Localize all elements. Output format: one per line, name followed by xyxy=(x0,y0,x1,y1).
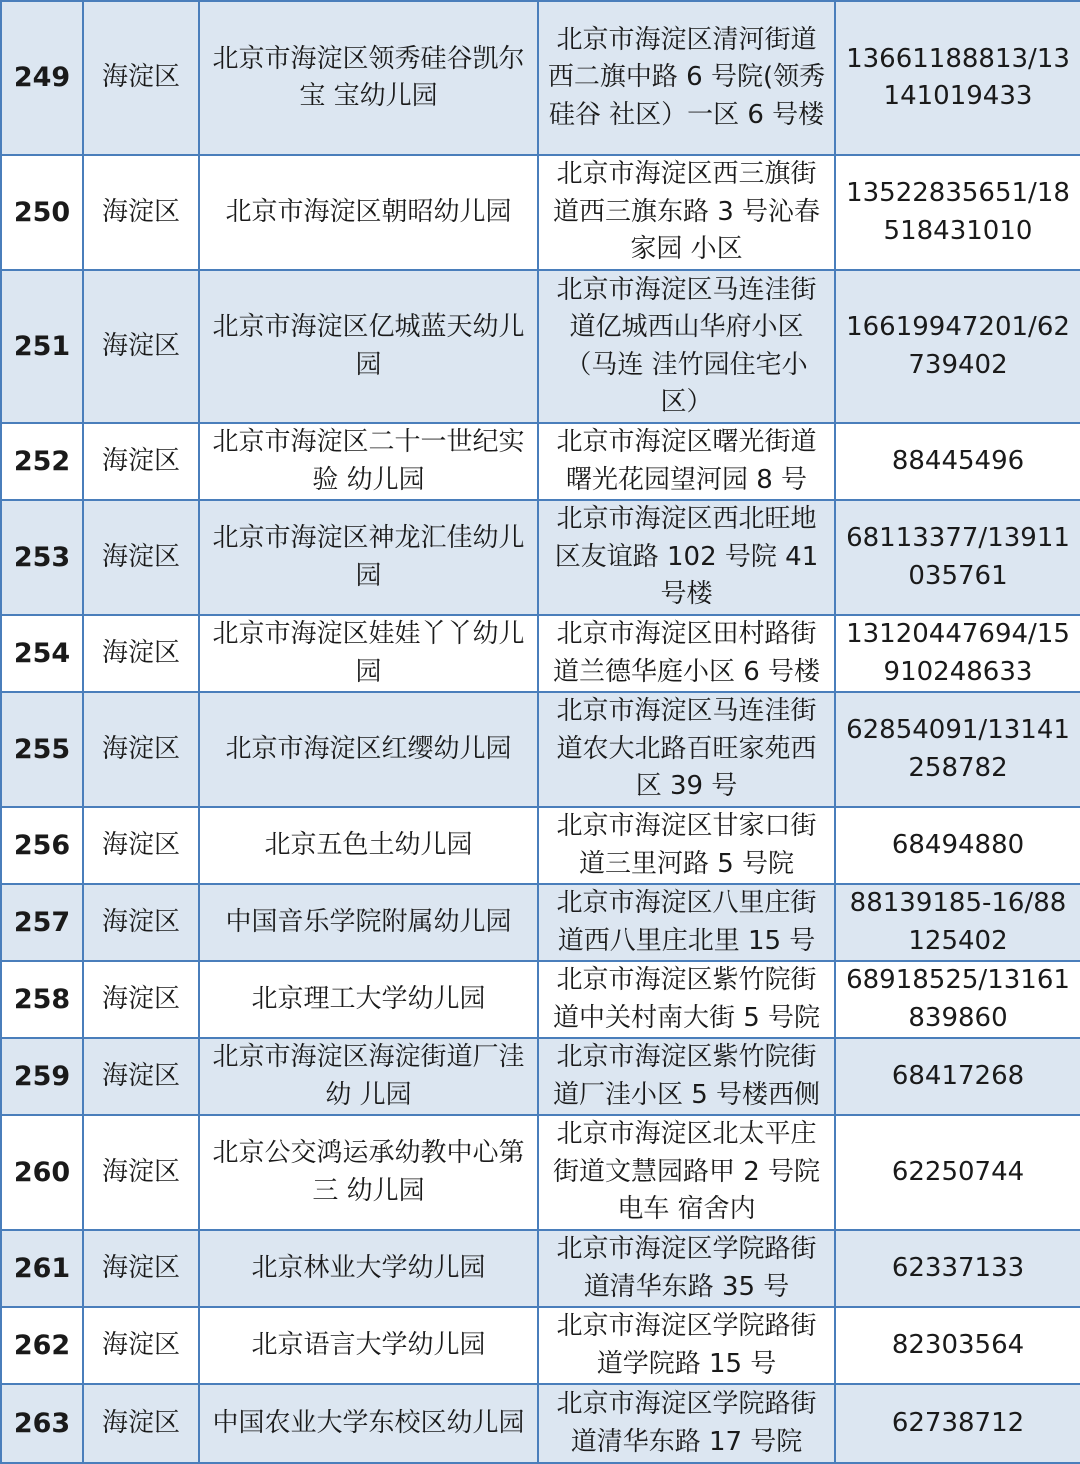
table-row xyxy=(1,692,1080,807)
row-number: 255 xyxy=(1,692,83,807)
address-cell: 北京市海淀区马连洼街道农大北路百旺家苑西区 39 号 xyxy=(538,692,835,807)
kindergarten-name-cell: 北京市海淀区二十一世纪实验 幼儿园 xyxy=(199,423,538,500)
district-cell: 海淀区 xyxy=(83,692,199,807)
address-cell: 北京市海淀区田村路街道兰德华庭小区 6 号楼 xyxy=(538,615,835,692)
phone-cell: 13522835651/18518431010 xyxy=(835,155,1080,270)
address-cell: 北京市海淀区曙光街道曙光花园望河园 8 号 xyxy=(538,423,835,500)
row-number: 263 xyxy=(1,1384,83,1463)
address-cell: 北京市海淀区紫竹院街道厂洼小区 5 号楼西侧 xyxy=(538,1038,835,1115)
district-cell: 海淀区 xyxy=(83,961,199,1038)
district-cell: 海淀区 xyxy=(83,1038,199,1115)
address-cell: 北京市海淀区学院路街道清华东路 35 号 xyxy=(538,1230,835,1307)
table-row xyxy=(1,615,1080,692)
kindergarten-name-cell: 北京市海淀区海淀街道厂洼幼 儿园 xyxy=(199,1038,538,1115)
row-number: 251 xyxy=(1,270,83,423)
row-number: 259 xyxy=(1,1038,83,1115)
row-number: 260 xyxy=(1,1115,83,1230)
phone-cell: 68417268 xyxy=(835,1038,1080,1115)
district-cell: 海淀区 xyxy=(83,1307,199,1384)
table-row xyxy=(1,270,1080,423)
district-cell: 海淀区 xyxy=(83,1115,199,1230)
kindergarten-name-cell: 北京林业大学幼儿园 xyxy=(199,1230,538,1307)
phone-cell: 16619947201/62739402 xyxy=(835,270,1080,423)
phone-cell: 82303564 xyxy=(835,1307,1080,1384)
address-cell: 北京市海淀区西三旗街道西三旗东路 3 号沁春家园 小区 xyxy=(538,155,835,270)
phone-cell: 62250744 xyxy=(835,1115,1080,1230)
district-cell: 海淀区 xyxy=(83,1230,199,1307)
row-number: 250 xyxy=(1,155,83,270)
table-row xyxy=(1,1384,1080,1463)
table-row xyxy=(1,961,1080,1038)
row-number: 262 xyxy=(1,1307,83,1384)
phone-cell: 88139185-16/88125402 xyxy=(835,884,1080,961)
district-cell: 海淀区 xyxy=(83,884,199,961)
phone-cell: 62337133 xyxy=(835,1230,1080,1307)
address-cell: 北京市海淀区甘家口街道三里河路 5 号院 xyxy=(538,807,835,884)
address-cell: 北京市海淀区学院路街道学院路 15 号 xyxy=(538,1307,835,1384)
district-cell: 海淀区 xyxy=(83,423,199,500)
kindergarten-name-cell: 北京理工大学幼儿园 xyxy=(199,961,538,1038)
district-cell: 海淀区 xyxy=(83,155,199,270)
phone-cell: 13661188813/13141019433 xyxy=(835,1,1080,155)
kindergarten-name-cell: 中国音乐学院附属幼儿园 xyxy=(199,884,538,961)
phone-cell: 68918525/13161839860 xyxy=(835,961,1080,1038)
table-row xyxy=(1,155,1080,270)
phone-cell: 13120447694/15910248633 xyxy=(835,615,1080,692)
table-row xyxy=(1,807,1080,884)
row-number: 252 xyxy=(1,423,83,500)
kindergarten-name-cell: 北京市海淀区娃娃丫丫幼儿园 xyxy=(199,615,538,692)
kindergarten-name-cell: 北京语言大学幼儿园 xyxy=(199,1307,538,1384)
district-cell: 海淀区 xyxy=(83,500,199,615)
table-row xyxy=(1,1,1080,155)
district-cell: 海淀区 xyxy=(83,615,199,692)
row-number: 253 xyxy=(1,500,83,615)
row-number: 261 xyxy=(1,1230,83,1307)
address-cell: 北京市海淀区北太平庄街道文慧园路甲 2 号院电车 宿舍内 xyxy=(538,1115,835,1230)
table-row xyxy=(1,1230,1080,1307)
row-number: 256 xyxy=(1,807,83,884)
kindergarten-name-cell: 北京五色土幼儿园 xyxy=(199,807,538,884)
table-row xyxy=(1,423,1080,500)
row-number: 249 xyxy=(1,1,83,155)
row-number: 254 xyxy=(1,615,83,692)
table-row xyxy=(1,884,1080,961)
address-cell: 北京市海淀区紫竹院街道中关村南大街 5 号院 xyxy=(538,961,835,1038)
table-row xyxy=(1,1038,1080,1115)
phone-cell: 88445496 xyxy=(835,423,1080,500)
phone-cell: 68113377/13911035761 xyxy=(835,500,1080,615)
district-cell: 海淀区 xyxy=(83,1384,199,1463)
address-cell: 北京市海淀区八里庄街道西八里庄北里 15 号 xyxy=(538,884,835,961)
address-cell: 北京市海淀区马连洼街道亿城西山华府小区（马连 洼竹园住宅小区） xyxy=(538,270,835,423)
address-cell: 北京市海淀区西北旺地区友谊路 102 号院 41 号楼 xyxy=(538,500,835,615)
kindergarten-name-cell: 北京市海淀区亿城蓝天幼儿园 xyxy=(199,270,538,423)
table-body xyxy=(1,1,1080,1463)
district-cell: 海淀区 xyxy=(83,270,199,423)
phone-cell: 68494880 xyxy=(835,807,1080,884)
address-cell: 北京市海淀区清河街道西二旗中路 6 号院(领秀硅谷 社区）一区 6 号楼 xyxy=(538,1,835,155)
phone-cell: 62854091/13141258782 xyxy=(835,692,1080,807)
phone-cell: 62738712 xyxy=(835,1384,1080,1463)
row-number: 257 xyxy=(1,884,83,961)
kindergarten-name-cell: 北京公交鸿运承幼教中心第三 幼儿园 xyxy=(199,1115,538,1230)
kindergarten-name-cell: 中国农业大学东校区幼儿园 xyxy=(199,1384,538,1463)
table-row xyxy=(1,500,1080,615)
kindergarten-name-cell: 北京市海淀区红缨幼儿园 xyxy=(199,692,538,807)
kindergarten-name-cell: 北京市海淀区神龙汇佳幼儿园 xyxy=(199,500,538,615)
table-row xyxy=(1,1115,1080,1230)
table-row xyxy=(1,1307,1080,1384)
address-cell: 北京市海淀区学院路街道清华东路 17 号院 xyxy=(538,1384,835,1463)
kindergarten-name-cell: 北京市海淀区领秀硅谷凯尔宝 宝幼儿园 xyxy=(199,1,538,155)
kindergarten-name-cell: 北京市海淀区朝昭幼儿园 xyxy=(199,155,538,270)
row-number: 258 xyxy=(1,961,83,1038)
district-cell: 海淀区 xyxy=(83,807,199,884)
district-cell: 海淀区 xyxy=(83,1,199,155)
